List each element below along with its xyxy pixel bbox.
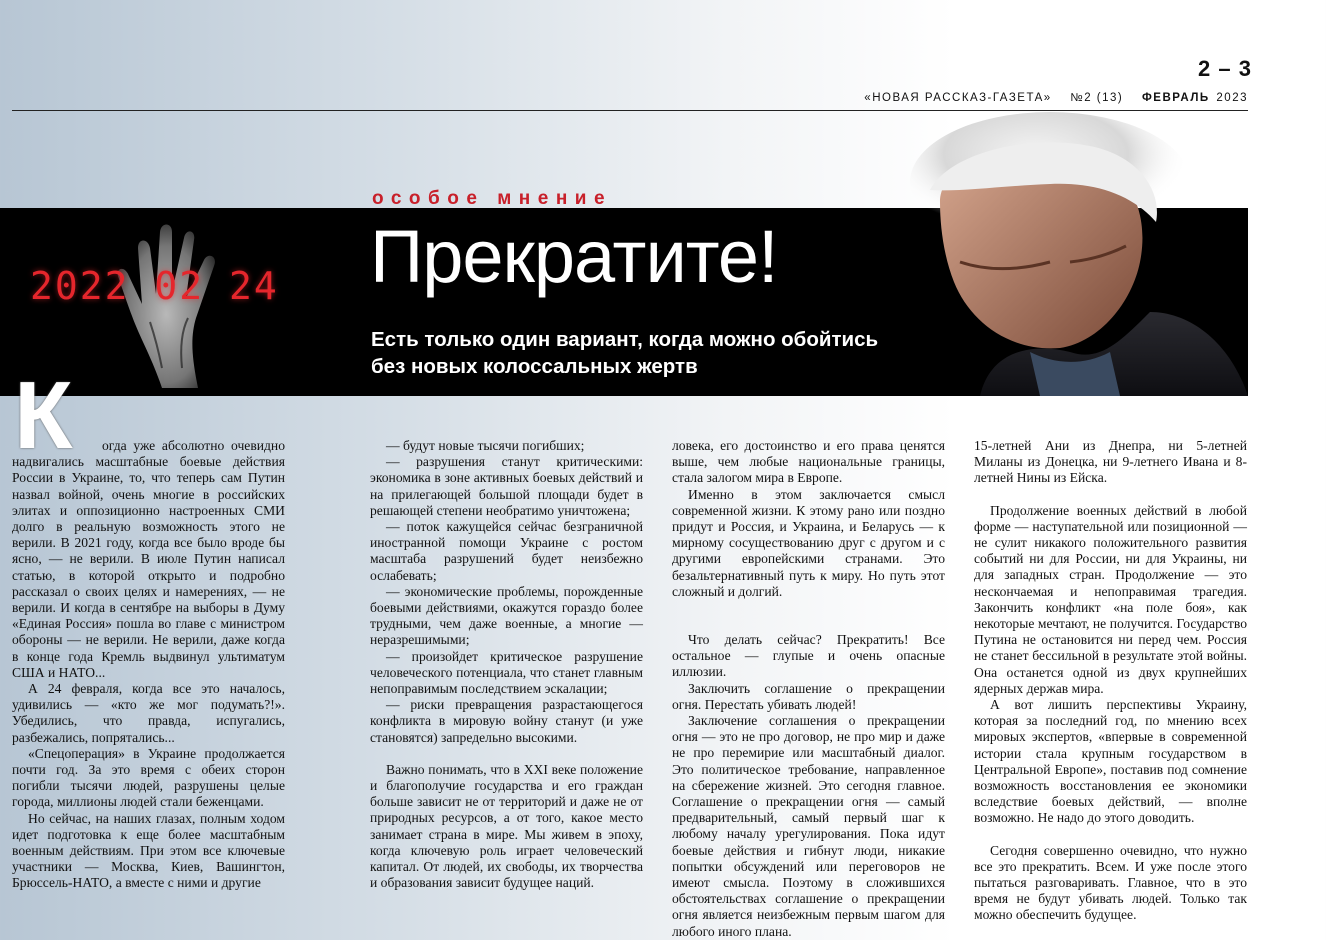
masthead-paper: «НОВАЯ РАССКАЗ-ГАЗЕТА» bbox=[864, 92, 1052, 104]
paragraph: Но сейчас, на наших глазах, полным ходом идет подготовка к еще более масштабным военным действиям. При этом все ключевые участники — Москва, Киев, Вашингтон, Брюссель-НАТО, а вместе с ними и другие bbox=[12, 810, 285, 891]
paragraph: Важно понимать, что в XXI веке положение и благополучие государства и его граждан больше зависит не от территорий и даже не от природных ресурсов, а от того, какое место занимает страна в мире. Мы живем в эпоху, когда ключевую роль играет человеческий капитал. От людей, их свободы, их творчества и образования зависит будущее наций. bbox=[370, 761, 643, 891]
rubric: особое мнение bbox=[372, 188, 613, 209]
article-column-3 bbox=[672, 438, 945, 940]
paragraph: «Спецоперация» в Украине продолжается почти год. За это время с обеих сторон погибли тысячи людей, разрушены целые города, миллионы людей стали беженцами. bbox=[12, 745, 285, 810]
date-display: 2022 02 24 bbox=[30, 264, 279, 308]
paragraph: 15-летней Ани из Днепра, ни 5-летней Миланы из Донецка, ни 9-летнего Ивана и 8-летней Нины из Ейска. bbox=[974, 438, 1247, 486]
paragraph: Заключить соглашение о прекращении огня. Перестать убивать людей! bbox=[672, 680, 945, 712]
headline: Прекратите! bbox=[370, 215, 778, 298]
paragraph: А вот лишить перспективы Украину, которая за последний год, по мнению всех мировых экспертов, «впервые в современной истории стала крупным государством в Центральной Европе», поставив под сомнение возможность восстановления ее экономики вследствие боевых действий, — вполне возможно. Не надо до этого доводить. bbox=[974, 697, 1247, 826]
masthead-month: ФЕВРАЛЬ bbox=[1141, 92, 1210, 104]
article-column-4 bbox=[974, 438, 1247, 924]
paragraph: — будут новые тысячи погибших; bbox=[386, 438, 585, 453]
drop-cap: К bbox=[14, 362, 73, 469]
masthead-year: 2023 bbox=[1216, 92, 1248, 104]
paragraph: Именно в этом заключается смысл современной жизни. К этому рано или поздно придут и Россия, и Украина, и Беларусь — к мирному сосуществованию друг с другом и с другими европейскими странами. Это безальтернативный путь к миру. Но путь этот сложный и долгий. bbox=[672, 486, 945, 599]
paragraph: Что делать сейчас? Прекратить! Все остальное — глупые и очень опасные иллюзии. bbox=[672, 632, 945, 680]
paragraph: Заключение соглашения о прекращении огня — это не про договор, не про мир и даже не про перемирие или масштабный диалог. Это политическое требование, направленное на сбережение жизней. Это сегодня главное. Соглашение о прекращении огня — самый предварительный, самый первый шаг к любому началу урегулирования. Пока идут боевые действия и гибнут люди, никакие попытки обсуждений или переговоров не имеют смысла. Поэтому в сложившихся обстоятельствах соглашение о прекращении огня является неизбежным первым шагом для любого иного плана. bbox=[672, 713, 945, 939]
article-column-1 bbox=[12, 438, 285, 892]
paragraph: — поток кажущейся сейчас безграничной иностранной помощи Украине с ростом масштаба разрушений будет неизбежно ослабевать; bbox=[370, 519, 643, 583]
paragraph: огда уже абсолютно очевидно надвигались масштабные боевые действия России в Украине, то, что теперь сам Путин назвал войной, очень многие в российских элитах и оппозиционно настроенных СМИ долго в реальную возможность этого не верили. В 2021 году, когда все было вроде бы ясно, — не верили. В июле Путин написал статью, в которой открыто и подробно рассказал о своих целях и намерениях, — не верили. И когда в сентябре на выборы в Думу «Единая Россия» пошла во главе с министром обороны — не верили. Не верили, даже когда в конце года Кремль выдвинул ультиматум США и НАТО... bbox=[12, 438, 285, 680]
page-number: 2 – 3 bbox=[1198, 56, 1252, 81]
paragraph: — произойдет критическое разрушение человеческого потенциала, что станет главным непоправимым последствием эскалации; bbox=[370, 648, 643, 697]
article-column-2 bbox=[370, 438, 643, 891]
subheadline: Есть только один вариант, когда можно обойтись без новых колоссальных жертв bbox=[371, 328, 879, 378]
author-portrait bbox=[900, 112, 1248, 396]
paragraph: Сегодня совершенно очевидно, что нужно все это прекратить. Всем. И уже после этого пытаться разговаривать. Главное, что в это время не будут убивать людей. Только так можно обеспечить будущее. bbox=[974, 842, 1247, 923]
paragraph: Продолжение военных действий в любой форме — наступательной или позиционной — не сулит никакого положительного развития событий ни для России, ни для Украины, ни для западных стран. Продолжение — это нескончаемая и непоправимая трагедия. Закончить конфликт «на поле боя», как некоторые мечтают, не получится. Государство Путина не остановится ни перед чем. Россия не станет бессильной в результате этой войны. Она останется одной из двух крупнейших ядерных держав мира. bbox=[974, 502, 1247, 696]
paragraph: ловека, его достоинство и его права ценятся выше, чем любые национальные границы, стала залогом мира в Европе. bbox=[672, 438, 945, 486]
paragraph: — экономические проблемы, порожденные боевыми действиями, окажутся гораздо более трудными, чем даже военные, а многие — неразрешимыми; bbox=[370, 583, 643, 648]
paragraph: — риски превращения разрастающегося конфликта в мировую войну станут (и уже становятся) запредельно высокими. bbox=[370, 697, 643, 745]
masthead bbox=[12, 92, 1248, 111]
paragraph: А 24 февраля, когда все это началось, удивились — «кто же мог подумать?!». Убедились, что правда, испугались, разбежались, попрятались... bbox=[12, 681, 285, 745]
paragraph: — разрушения станут критическими: экономика в зоне активных боевых действий и на прилегающей большой площади будет в решающей степени необратимо уничтожена; bbox=[370, 454, 643, 518]
masthead-issue: №2 (13) bbox=[1070, 92, 1124, 104]
